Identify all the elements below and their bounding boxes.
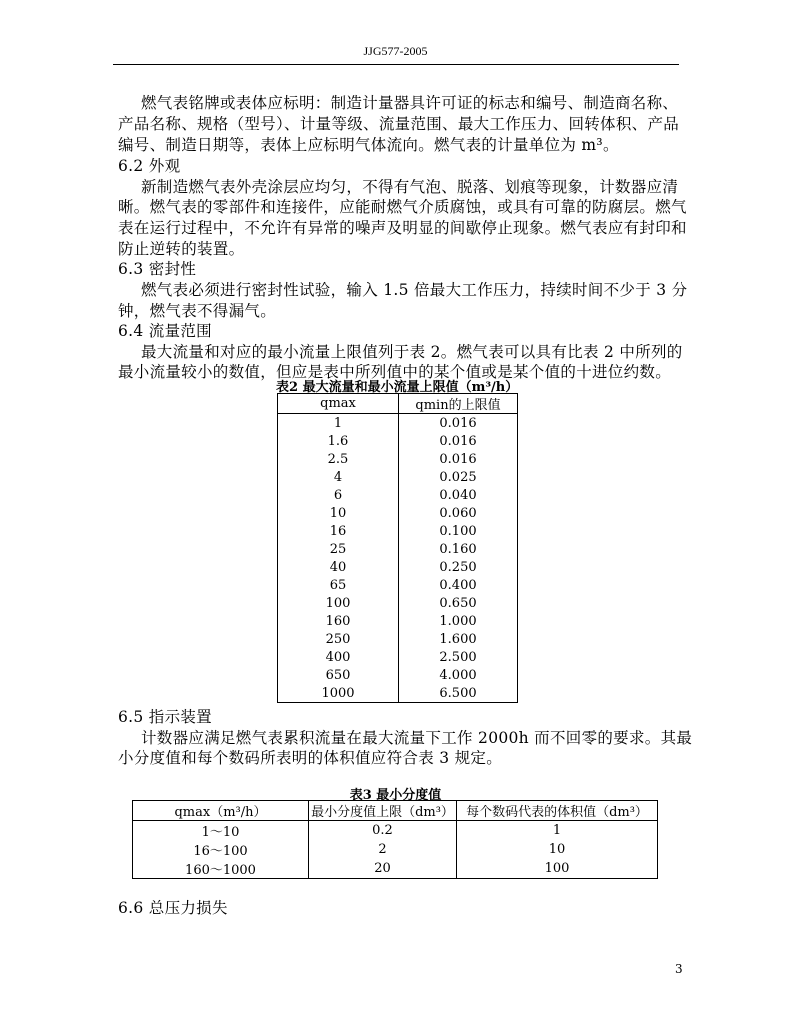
page-number: 3 (675, 962, 683, 976)
table-cell: 2.5 (278, 450, 399, 468)
table-cell: 20 (309, 859, 457, 879)
table3-header-qmax: qmax（m³/h） (133, 801, 309, 821)
table-cell: 400 (278, 648, 399, 666)
table-row (278, 630, 518, 648)
table-row (278, 576, 518, 594)
table-row (278, 468, 518, 486)
table-cell: 100 (278, 594, 399, 612)
table-cell: 0.060 (399, 504, 518, 522)
table-cell: 65 (278, 576, 399, 594)
text-line: 产品名称、规格（型号）、计量等级、流量范围、最大工作压力、回转体积、产品 (118, 115, 680, 133)
table2 (277, 393, 518, 703)
table2-header-qmin: qmin的上限值 (399, 394, 518, 414)
table-cell: 0.100 (399, 522, 518, 540)
table-cell: 40 (278, 558, 399, 576)
table-cell: 16～100 (133, 840, 309, 859)
table-cell: 160 (278, 612, 399, 630)
table-row (278, 486, 518, 504)
table-cell: 650 (278, 666, 399, 684)
table-cell: 10 (457, 840, 658, 859)
table-cell: 0.016 (399, 450, 518, 468)
table-cell: 0.250 (399, 558, 518, 576)
table-cell: 6.500 (399, 684, 518, 703)
table-cell: 1.000 (399, 612, 518, 630)
table-cell: 1 (278, 414, 399, 433)
text-line: 编号、制造日期等，表体上应标明气体流向。燃气表的计量单位为 m³。 (118, 136, 619, 154)
table3-header-digit-volume: 每个数码代表的体积值（dm³） (457, 801, 658, 821)
text-line: 燃气表铭牌或表体应标明：制造计量器具许可证的标志和编号、制造商名称、 (141, 94, 679, 112)
table-cell: 0.025 (399, 468, 518, 486)
text-line: 最小流量较小的数值，但应是表中所列值中的某个值或是某个值的十进位约数。 (118, 363, 672, 381)
table-cell: 250 (278, 630, 399, 648)
text-line: 表在运行过程中，不允许有异常的噪声及明显的间歇停止现象。燃气表应有封印和 (118, 219, 687, 237)
table-cell: 1.6 (278, 432, 399, 450)
table-cell: 1 (457, 821, 658, 841)
table-cell: 0.650 (399, 594, 518, 612)
text-line: 6.2 外观 (118, 157, 181, 175)
text-line: 燃气表必须进行密封性试验，输入 1.5 倍最大工作压力，持续时间不少于 3 分 (141, 281, 688, 299)
table-cell: 0.160 (399, 540, 518, 558)
table-cell: 1000 (278, 684, 399, 703)
table-cell: 2.500 (399, 648, 518, 666)
text-line: 6.6 总压力损失 (118, 899, 228, 917)
table-cell: 1.600 (399, 630, 518, 648)
table-cell: 0.016 (399, 414, 518, 433)
table-cell: 0.400 (399, 576, 518, 594)
table-cell: 4 (278, 468, 399, 486)
table-row (278, 540, 518, 558)
running-header: JJG577-2005 (363, 44, 428, 58)
table-row (278, 648, 518, 666)
table-row (278, 612, 518, 630)
table-cell: 0.2 (309, 821, 457, 841)
text-line: 小分度值和每个数码所表明的体积值应符合表 3 规定。 (118, 749, 503, 767)
table-row (278, 504, 518, 522)
table-cell: 6 (278, 486, 399, 504)
table-row (133, 859, 658, 879)
text-line: 新制造燃气表外壳涂层应均匀，不得有气泡、脱落、划痕等现象，计数器应清 (141, 178, 679, 196)
header-rule (113, 64, 679, 65)
table-row (278, 432, 518, 450)
text-line: 6.3 密封性 (118, 260, 197, 278)
table-row (278, 666, 518, 684)
text-line: 计数器应满足燃气表累积流量在最大流量下工作 2000h 而不回零的要求。其最 (141, 729, 693, 747)
table-row (278, 594, 518, 612)
table3-header-min-division: 最小分度值上限（dm³） (309, 801, 457, 821)
text-line: 6.4 流量范围 (118, 322, 212, 340)
table-row (278, 558, 518, 576)
text-line: 最大流量和对应的最小流量上限值列于表 2。燃气表可以具有比表 2 中所列的 (141, 343, 683, 361)
table-cell: 160～1000 (133, 859, 309, 879)
table-cell: 1～10 (133, 821, 309, 841)
table-cell: 2 (309, 840, 457, 859)
table-cell: 100 (457, 859, 658, 879)
table-cell: 0.040 (399, 486, 518, 504)
table-row (133, 821, 658, 841)
table-row (278, 522, 518, 540)
text-line: 钟，燃气表不得漏气。 (118, 302, 277, 320)
table-cell: 4.000 (399, 666, 518, 684)
table-cell: 0.016 (399, 432, 518, 450)
table-cell: 25 (278, 540, 399, 558)
table3 (132, 800, 658, 879)
text-line: 晰。燃气表的零部件和连接件，应能耐燃气介质腐蚀，或具有可靠的防腐层。燃气 (118, 198, 687, 216)
table-row (278, 450, 518, 468)
text-line: 6.5 指示装置 (118, 708, 212, 726)
table-row (133, 840, 658, 859)
table-cell: 10 (278, 504, 399, 522)
text-line: 防止逆转的装置。 (118, 240, 245, 258)
table-row (278, 684, 518, 703)
table2-header-qmax: qmax (278, 394, 399, 414)
table-row (278, 414, 518, 433)
table3-caption: 表3 最小分度值 (349, 788, 442, 803)
table-cell: 16 (278, 522, 399, 540)
table2-caption: 表2 最大流量和最小流量上限值（m³/h） (276, 380, 519, 395)
